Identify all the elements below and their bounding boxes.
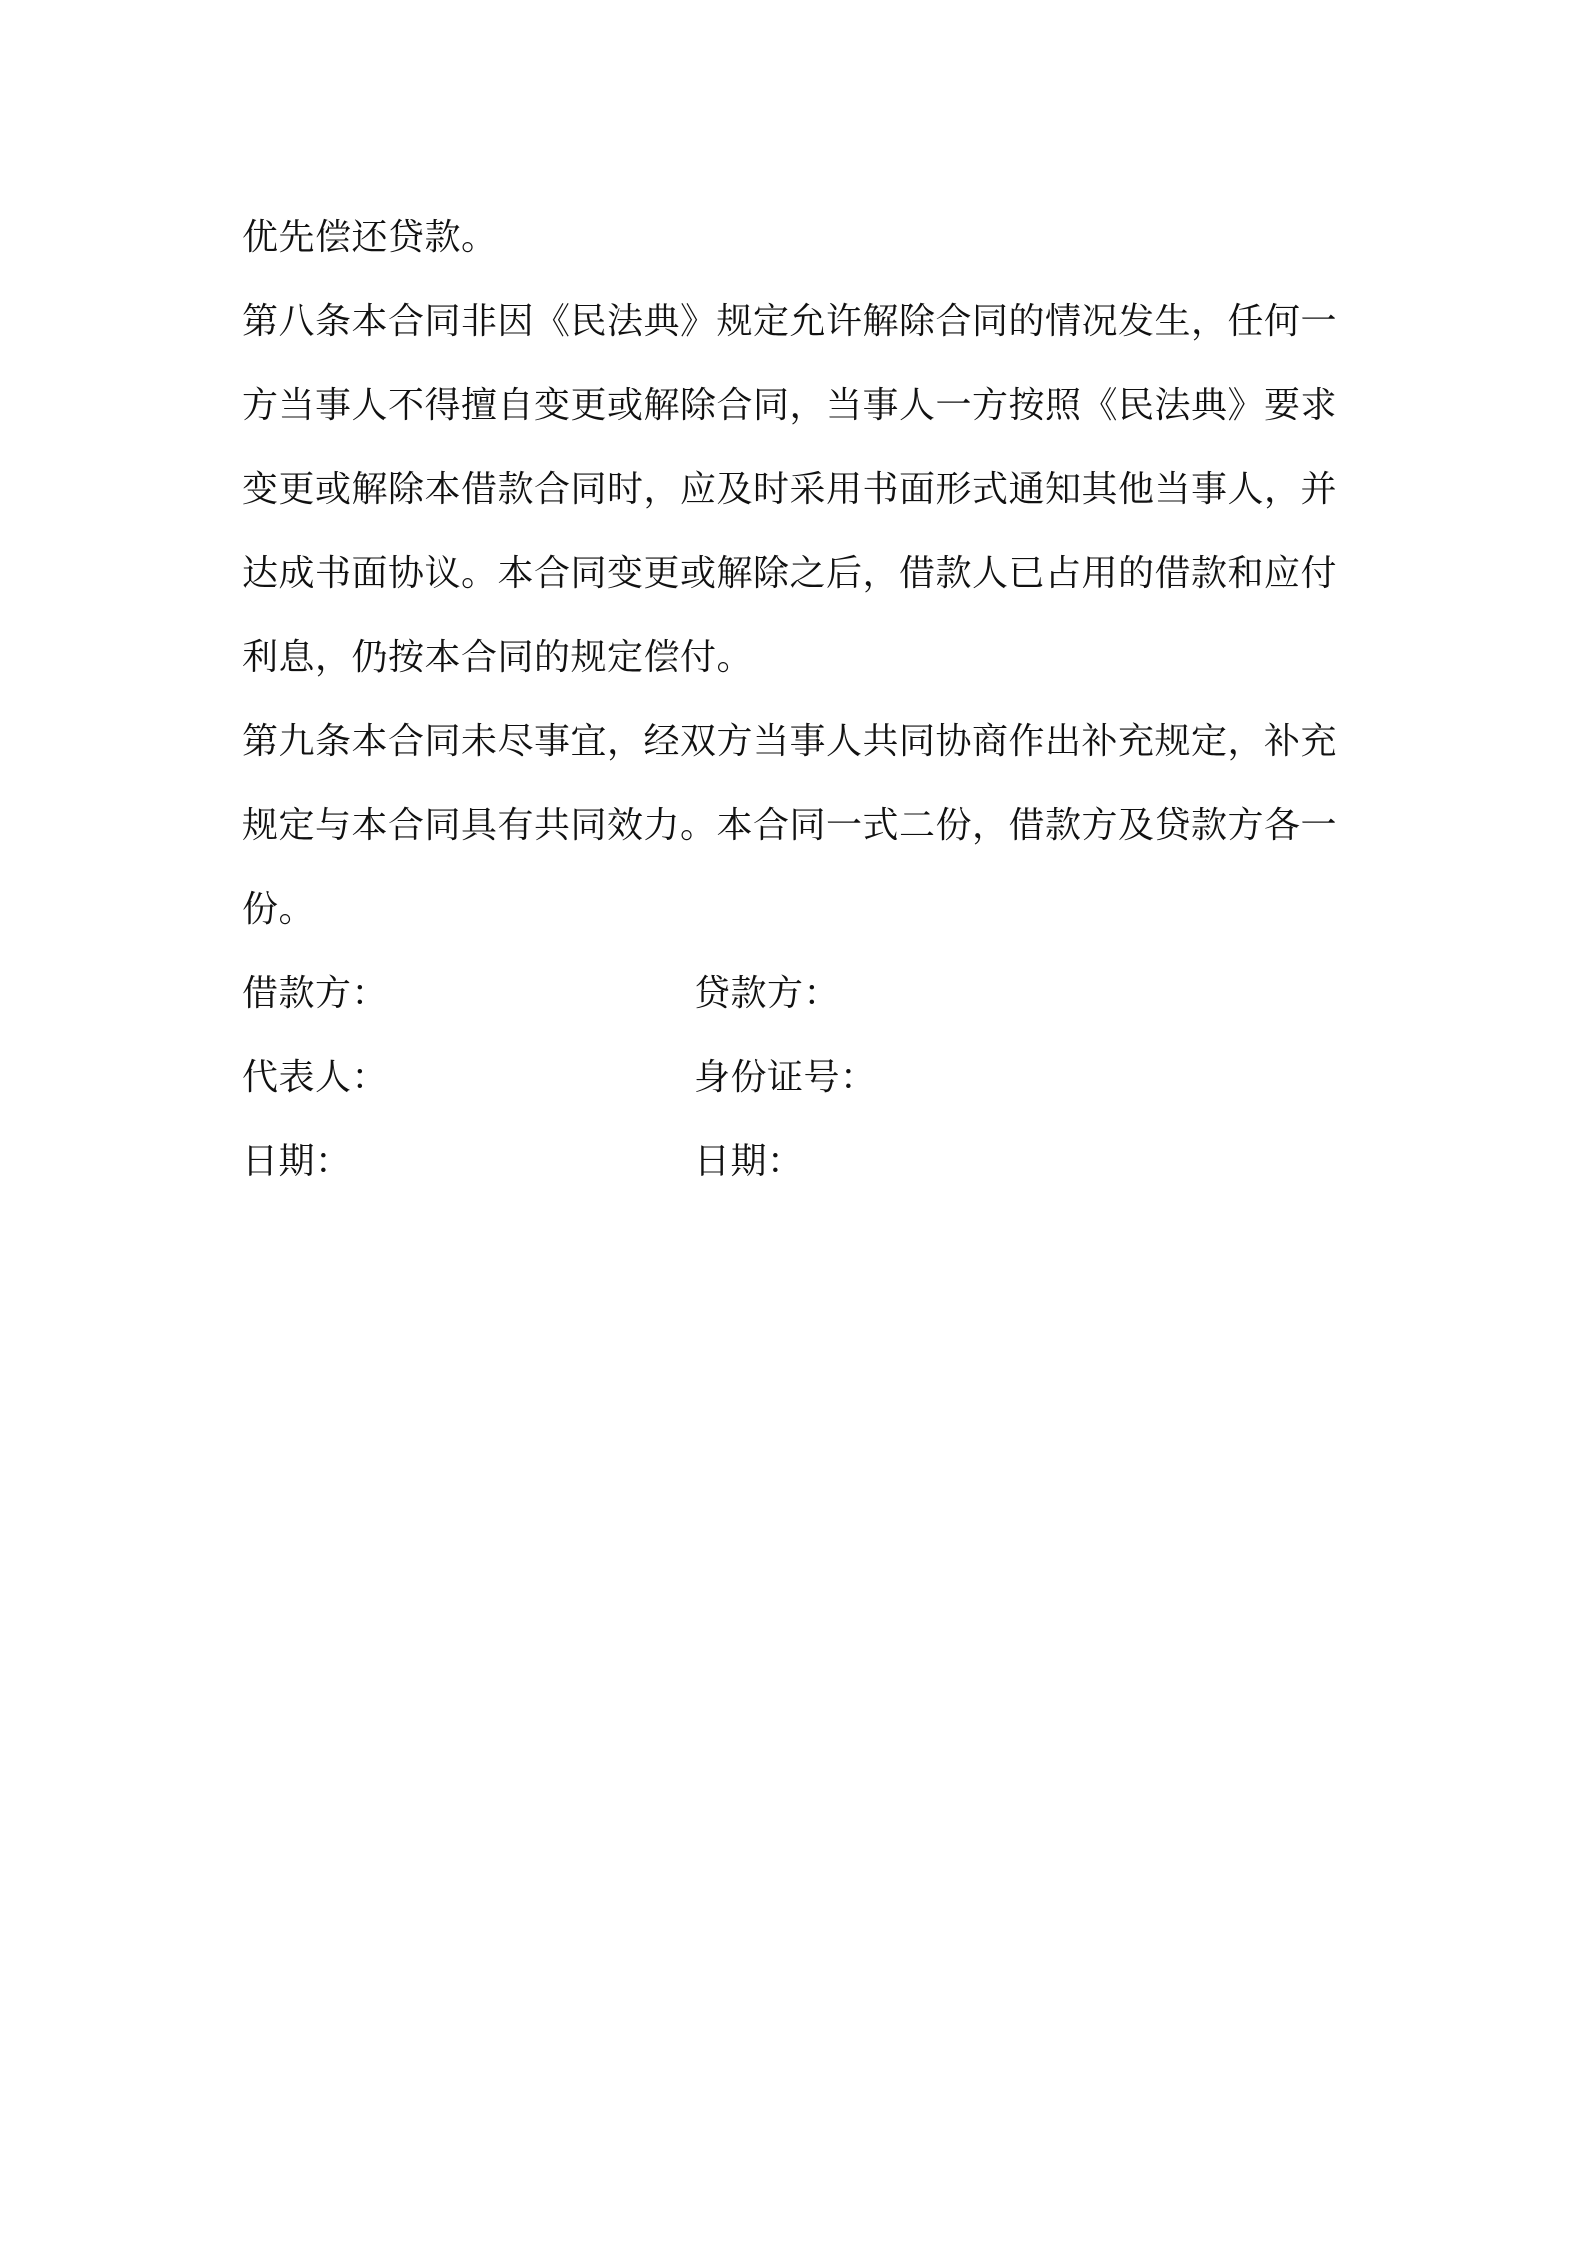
borrower-date-label: 日期：: [242, 1141, 352, 1182]
paragraph-continuation: 优先偿还贷款。: [242, 217, 498, 258]
representative-label: 代表人：: [242, 1057, 389, 1098]
signature-row-representative: [242, 1036, 1362, 1120]
paragraph-article-9: 第九条本合同未尽事宜，经双方当事人共同协商作出补充规定，补充规定与本合同具有共同效力。本合同一式二份，借款方及贷款方各一份。: [242, 721, 1338, 930]
lender-date-label: 日期：: [694, 1141, 804, 1182]
lender-label: 贷款方：: [694, 973, 841, 1014]
signature-row-date: [242, 1120, 1362, 1204]
borrower-label: 借款方：: [242, 973, 389, 1014]
id-number-label: 身份证号：: [694, 1057, 877, 1098]
document-body: [242, 196, 1362, 1204]
paragraph-article-8: 第八条本合同非因《民法典》规定允许解除合同的情况发生，任何一方当事人不得擅自变更或解除合同，当事人一方按照《民法典》要求变更或解除本借款合同时，应及时采用书面形式通知其他当事人，并达成书面协议。本合同变更或解除之后，借款人已占用的借款和应付利息，仍按本合同的规定偿付。: [242, 301, 1338, 678]
signature-row-party: [242, 952, 1362, 1036]
